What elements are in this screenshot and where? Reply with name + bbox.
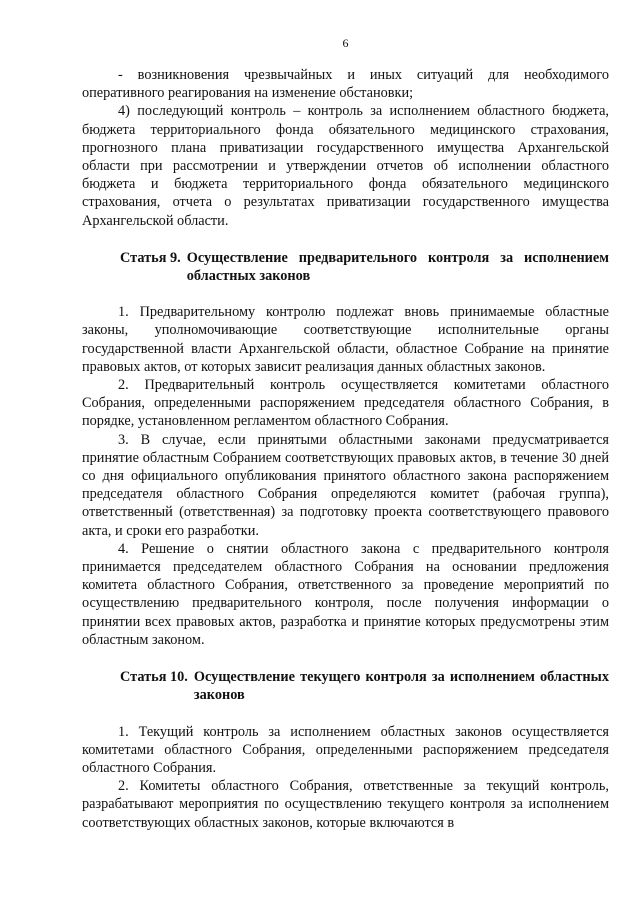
- intro-paragraph-1: - возникновения чрезвычайных и иных ситуаций для необходимого оперативного реагирования на изменение обстановки;: [82, 67, 609, 102]
- intro-paragraph-2: 4) последующий контроль – контроль за исполнением областного бюджета, бюджета территориального фонда обязательного медицинского страхования, прогнозного плана приватизации государственного имущества Архангельской области при рассмотрении и утверждении отчетов об исполнении областного бюджета и бюджета территориального фонда обязательного медицинского страхования, отчета о результатах приватизации государственного имущества Архангельской области.: [82, 103, 609, 229]
- article-10-paragraph-2: 2. Комитеты областного Собрания, ответственные за текущий контроль, разрабатывают мероприятия по осуществлению текущего контроля за исполнением соответствующих областных законов, которые включаются в: [82, 778, 609, 831]
- article-10-title: Осуществление текущего контроля за исполнением областных законов: [193, 669, 609, 704]
- article-10-paragraph-1: 1. Текущий контроль за исполнением областных законов осуществляется комитетами областного Собрания, определенными распоряжением председателя областного Собрания.: [82, 723, 609, 776]
- article-9-heading: [82, 249, 609, 285]
- document-body: [82, 66, 609, 832]
- article-9-label: Статья 9.: [120, 249, 181, 266]
- article-10-heading: [82, 668, 609, 704]
- page-number: 6: [342, 36, 349, 50]
- article-9-paragraph-3: 3. В случае, если принятыми областными законами предусматривается принятие областным Собранием соответствующих правовых актов, в течение 30 дней со дня официального опубликования принятого областного закона распоряжением председателя областного Собрания определяются комитет (рабочая группа), ответственный (ответственная) за подготовку проекта соответствующего правового акта, и сроки его разработки.: [82, 431, 609, 539]
- article-9-paragraph-4: 4. Решение о снятии областного закона с предварительного контроля принимается председателем областного Собрания на основании предложения комитета областного Собрания, ответственного за проведение мероприятий по осуществлению предварительного контроля, после получения информации о принятии всех правовых актов, разработка и принятие которых предусмотрены этим областным законом.: [82, 540, 609, 648]
- article-10-label: Статья 10.: [120, 669, 188, 686]
- article-9-title: Осуществление предварительного контроля за исполнением областных законов: [186, 249, 609, 285]
- article-9-paragraph-2: 2. Предварительный контроль осуществляется комитетами областного Собрания, определенными распоряжением председателя областного Собрания, в порядке, установленном регламентом областного Собрания.: [82, 377, 609, 430]
- article-9-paragraph-1: 1. Предварительному контролю подлежат вновь принимаемые областные законы, уполномочивающие соответствующие исполнительные органы государственной власти Архангельской области, областное Собрание на принятие правовых актов, от которых зависит реализация данных областных законов.: [82, 304, 609, 375]
